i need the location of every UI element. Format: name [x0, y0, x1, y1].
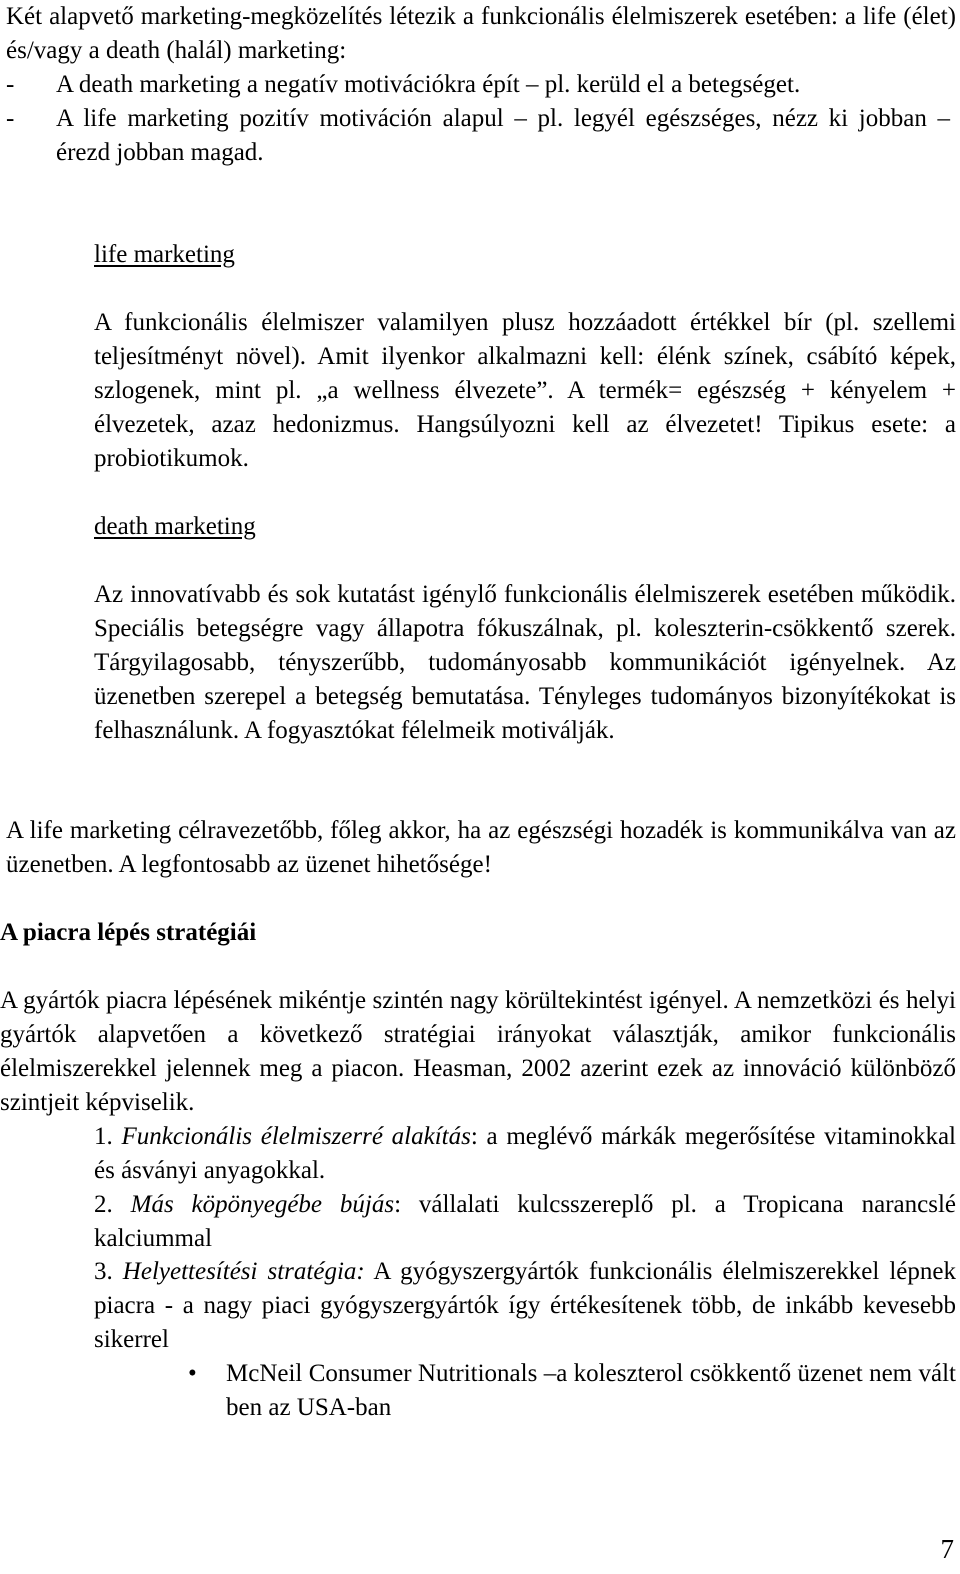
section-intro: A gyártók piacra lépésének mikéntje szintén nagy körültekintést igényel. A nemzetközi és helyi gyártók alapvetően a következő stratégiai irányokat választják, amikor funkcionális élelmiszerekkel jelennek meg a piacon. Heasman, 2002 azerint ezek az innováció különböző szintjeit képviselik.	[0, 987, 956, 1116]
bullet-item	[190, 1357, 956, 1425]
intro-paragraph: Két alapvető marketing-megközelítés létezik a funkcionális élelmiszerek esetében: a life (élet) és/vagy a death (halál) marketing:	[6, 3, 956, 64]
death-marketing-title: death marketing	[94, 513, 256, 540]
dash-item-text: A life marketing pozitív motiváción alapul – pl. legyél egészséges, nézz ki jobban – érezd jobban magad.	[56, 105, 950, 166]
strategy-number: 1.	[94, 1123, 113, 1150]
conclusion-paragraph: A life marketing célravezetőbb, főleg akkor, ha az egészségi hozadék is kommunikálva van az üzenetben. A legfontosabb az üzenet hihetősége!	[6, 817, 956, 878]
section-heading: A piacra lépés stratégiái	[0, 919, 257, 946]
page-number: 7	[940, 1534, 954, 1564]
strategy-text: : a meglévő márkák megerősítése vitaminokkal és ásványi anyagokkal.	[94, 1123, 956, 1184]
strategy-name: Más köpönyegébe bújás	[130, 1191, 395, 1218]
strategy-number: 3.	[94, 1258, 113, 1285]
strategy-text: : vállalati kulcsszereplő pl. a Tropicana narancslé kalciummal	[94, 1191, 956, 1252]
dash-item-life	[6, 102, 956, 170]
strategy-item-2	[94, 1188, 956, 1256]
strategy-item-1	[94, 1120, 956, 1188]
bullet-text: McNeil Consumer Nutritionals –a koleszterol csökkentő üzenet nem vált ben az USA-ban	[226, 1360, 956, 1421]
strategy-name: Funkcionális élelmiszerré alakítás	[121, 1123, 471, 1150]
life-marketing-title: life marketing	[94, 241, 235, 268]
dash-mark: -	[6, 105, 15, 132]
dash-item-death	[6, 68, 956, 102]
dash-item-text: A death marketing a negatív motivációkra épít – pl. kerüld el a betegséget.	[56, 71, 801, 98]
strategy-item-3	[94, 1255, 956, 1357]
strategy-number: 2.	[94, 1191, 113, 1218]
death-marketing-body: Az innovatívabb és sok kutatást igénylő funkcionális élelmiszerek esetében működik. Speciális betegségre vagy állapotra fókuszálnak, pl. koleszterin-csökkentő szerek. Tárgyilagosabb, tényszerűbb, tudományosabb kommunikációt igényelnek. Az üzenetben szerepel a betegség bemutatása. Tényleges tudományos bizonyítékokat is felhasználunk. A fogyasztókat félelmeik motiválják.	[94, 581, 956, 744]
life-marketing-body: A funkcionális élelmiszer valamilyen plusz hozzáadott értékkel bír (pl. szellemi teljesítményt növel). Amit ilyenkor alkalmazni kell: élénk színek, csábító képek, szlogenek, mint pl. „a wellness élvezete”. A termék= egészség + kényelem + élvezetek, azaz hedonizmus. Hangsúlyozni kell az élvezetet! Tipikus esete: a probiotikumok.	[94, 309, 956, 472]
dash-mark: -	[6, 71, 15, 98]
bullet-icon: •	[188, 1360, 197, 1387]
strategy-text: A gyógyszergyártók funkcionális élelmiszerekkel lépnek piacra - a nagy piaci gyógyszergyártók így értékesítenek több, de inkább kevesebb sikerrel	[94, 1258, 956, 1353]
strategy-name: Helyettesítési stratégia:	[122, 1258, 365, 1285]
